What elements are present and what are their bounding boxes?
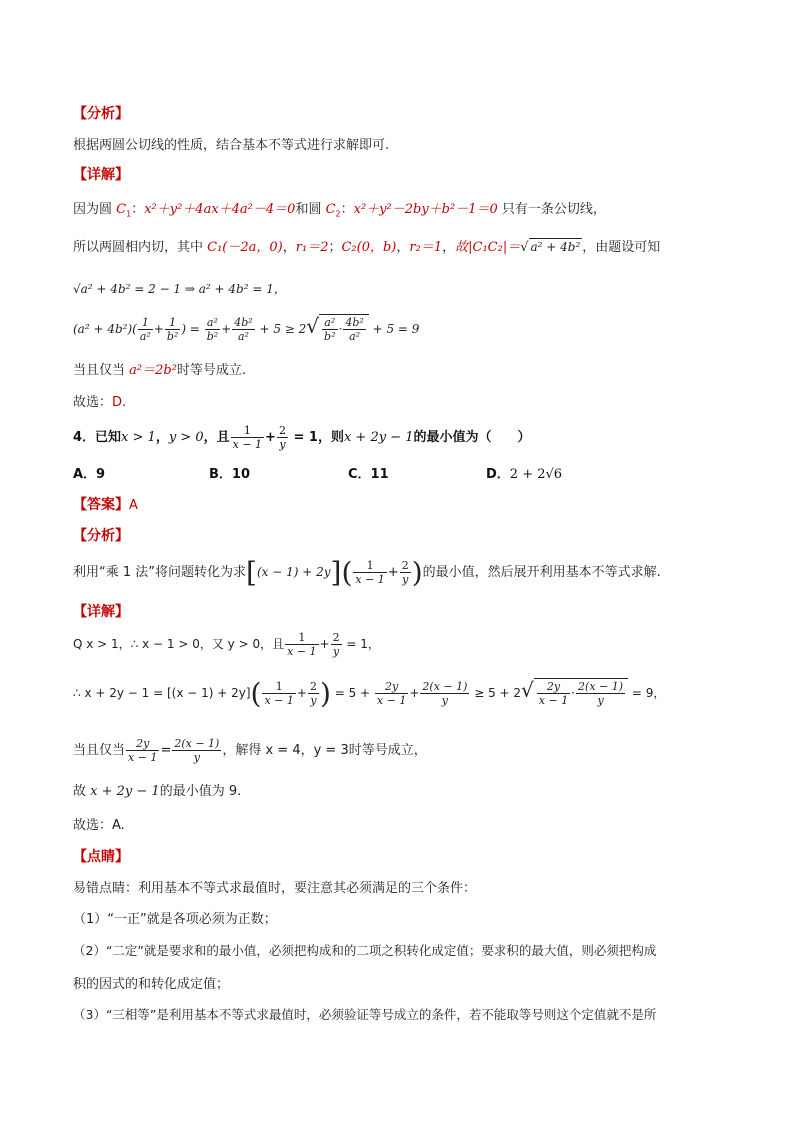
analysis-text: 根据两圆公切线的性质，结合基本不等式进行求解即可. bbox=[73, 138, 390, 153]
q4-analysis-heading: 【分析】 bbox=[73, 528, 129, 544]
answer-line: 【答案】A bbox=[73, 497, 138, 513]
tip-item-3: （3）“三相等”是利用基本不等式求最值时，必须验证等号成立的条件，若不能取等号则这个定值就不是所 bbox=[73, 1007, 657, 1022]
tip-item-2b: 积的因式的和转化成定值； bbox=[73, 977, 230, 992]
detail-heading: 【详解】 bbox=[73, 167, 129, 183]
q4-detail-line-2: ∴ x + 2y − 1 = [(x − 1) + 2y]( $\frac{1}{x - 1}$ + $\frac{2}{y}$ ) = 5 + $\frac{2y}{x - 1}$ + $\frac{2(x - 1)}{y}$ ≥ 5 + 2√ $\frac{2y}{x - 1}$ · $\frac{2(x - 1)}{y}$ = 9， bbox=[73, 677, 666, 710]
option-a: A．9 bbox=[73, 467, 106, 482]
tip-intro: 易错点睛：利用基本不等式求最值时，要注意其必须满足的三个条件： bbox=[73, 881, 477, 896]
q4-analysis-text: 利用“乘 1 法”将问题转化为求[(x − 1) + 2y]( $\frac{1}{x - 1}$ + $\frac{2}{y}$ )的最小值，然后展开利用基本不等式求解. bbox=[73, 556, 661, 589]
detail-line-2: 所以两圆相内切，其中 C₁(－2a，0)，r₁＝2；C₂(0，b)，r₂＝1，故|C₁C₂|＝√ a² + 4b² ，由题设可知 bbox=[73, 240, 661, 255]
detail-line-4: (a² + 4b²)( $\frac{1}{\text{a²}}$ + $\frac{1}{\text{b²}}$ ) = $\frac{\text{a²}}{\text{b²}}$ + $\frac{\text{4b²}}{\text{a²}}$ + 5 ≥ 2√ $\frac{\text{a²}}{\text{b²}}$ · $\frac{\text{4b²}}{\text{a²}}$ + 5 = 9 bbox=[73, 314, 420, 343]
tip-item-1: （1）“一正”就是各项必须为正数； bbox=[73, 912, 277, 927]
detail-line-6: 故选：D. bbox=[73, 395, 127, 410]
q4-detail-line-3: 当且仅当 $\frac{2y}{x - 1}$ = $\frac{2(x - 1)}{y}$ ，解得 x = 4，y = 3时等号成立， bbox=[73, 737, 427, 764]
q4-detail-heading: 【详解】 bbox=[73, 604, 129, 620]
analysis-heading: 【分析】 bbox=[73, 106, 129, 122]
detail-line-5: 当且仅当 a²＝2b²时等号成立. bbox=[73, 363, 247, 378]
option-c: C．11 bbox=[348, 467, 389, 482]
option-d: D．2 + 2√6 bbox=[486, 467, 563, 482]
detail-line-3: √a² + 4b² = 2 − 1 ⇒ a² + 4b² = 1， bbox=[73, 282, 286, 296]
detail-line-1: 因为圆 $C_1$：x²＋y²＋4ax＋4a²－4＝0和圆 $C_2$：x²＋y²－2by＋b²－1＝0 只有一条公切线， bbox=[73, 202, 606, 219]
tip-heading: 【点睛】 bbox=[73, 849, 129, 865]
q4-detail-line-5: 故选：A. bbox=[73, 818, 125, 833]
question-4-stem: 4．已知x > 1，y > 0，且 $\frac{1}{x - 1}$ + $\frac{2}{y}$ = 1，则x + 2y − 1的最小值为（ ） bbox=[73, 424, 531, 451]
q4-detail-line-4: 故 x + 2y − 1的最小值为 9. bbox=[73, 784, 242, 799]
tip-item-2a: （2）“二定”就是要求和的最小值，必须把构成和的二项之积转化成定值；要求积的最大值，则必须把构成 bbox=[73, 943, 657, 958]
option-b: B．10 bbox=[209, 467, 250, 482]
q4-detail-line-1: Q x > 1，∴ x − 1 > 0，又 y > 0，且 $\frac{1}{x - 1}$ + $\frac{2}{y}$ = 1， bbox=[73, 631, 380, 658]
